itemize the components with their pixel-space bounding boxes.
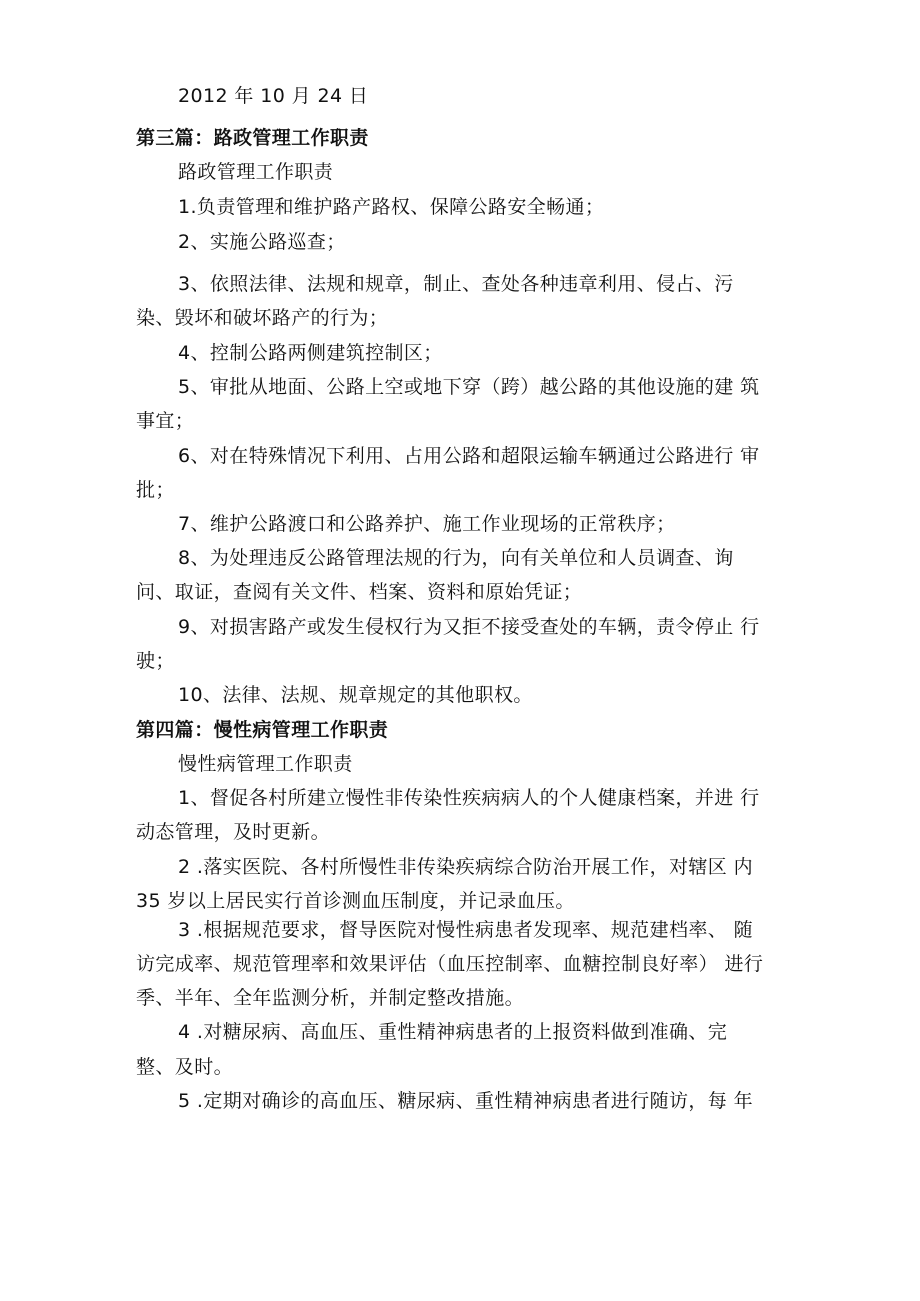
paragraph-line: 整、及时。	[136, 1056, 234, 1078]
paragraph-line: 8、为处理违反公路管理法规的行为，向有关单位和人员调查、询	[178, 547, 734, 569]
date-line: 2012 年 10 月 24 日	[178, 85, 369, 107]
paragraph-line: 3、依照法律、法规和规章，制止、查处各种违章利用、侵占、污	[178, 273, 734, 295]
paragraph-line: 5 .定期对确诊的高血压、糖尿病、重性精神病患者进行随访，每 年	[178, 1090, 754, 1112]
paragraph-line: 35 岁以上居民实行首诊测血压制度，并记录血压。	[136, 890, 575, 912]
paragraph-line: 7、维护公路渡口和公路养护、施工作业现场的正常秩序；	[178, 513, 676, 535]
paragraph-line: 6、对在特殊情况下利用、占用公路和超限运输车辆通过公路进行 审	[178, 445, 760, 467]
paragraph-line: 4、控制公路两侧建筑控制区；	[178, 342, 443, 364]
paragraph-line: 驶；	[136, 650, 175, 672]
paragraph-line: 染、毁坏和破坏路产的行为；	[136, 307, 389, 329]
paragraph-line: 批；	[136, 479, 175, 501]
paragraph-line: 1.负责管理和维护路产路权、保障公路安全畅通；	[178, 196, 605, 218]
paragraph-line: 2 .落实医院、各村所慢性非传染疾病综合防治开展工作，对辖区 内	[178, 856, 754, 878]
paragraph-line: 9、对损害路产或发生侵权行为又拒不接受查处的车辆，责令停止 行	[178, 616, 760, 638]
paragraph-line: 4 .对糖尿病、高血压、重性精神病患者的上报资料做到准确、完	[178, 1021, 728, 1043]
section-subtitle: 慢性病管理工作职责	[178, 753, 353, 775]
paragraph-line: 1、督促各村所建立慢性非传染性疾病病人的个人健康档案，并进 行	[178, 787, 760, 809]
section-heading: 第四篇：慢性病管理工作职责	[136, 719, 389, 741]
paragraph-line: 访完成率、规范管理率和效果评估（血压控制率、血糖控制良好率） 进行	[136, 953, 764, 975]
paragraph-line: 3 .根据规范要求，督导医院对慢性病患者发现率、规范建档率、 随	[178, 919, 754, 941]
paragraph-line: 动态管理，及时更新。	[136, 821, 331, 843]
paragraph-line: 10、法律、法规、规章规定的其他职权。	[178, 684, 533, 706]
paragraph-line: 事宜；	[136, 410, 195, 432]
paragraph-line: 问、取证，查阅有关文件、档案、资料和原始凭证；	[136, 581, 583, 603]
paragraph-line: 2、实施公路巡查；	[178, 231, 346, 253]
paragraph-line: 5、审批从地面、公路上空或地下穿（跨）越公路的其他设施的建 筑	[178, 376, 760, 398]
paragraph-line: 季、半年、全年监测分析，并制定整改措施。	[136, 987, 525, 1009]
section-heading: 第三篇：路政管理工作职责	[136, 127, 369, 149]
section-subtitle: 路政管理工作职责	[178, 161, 334, 183]
